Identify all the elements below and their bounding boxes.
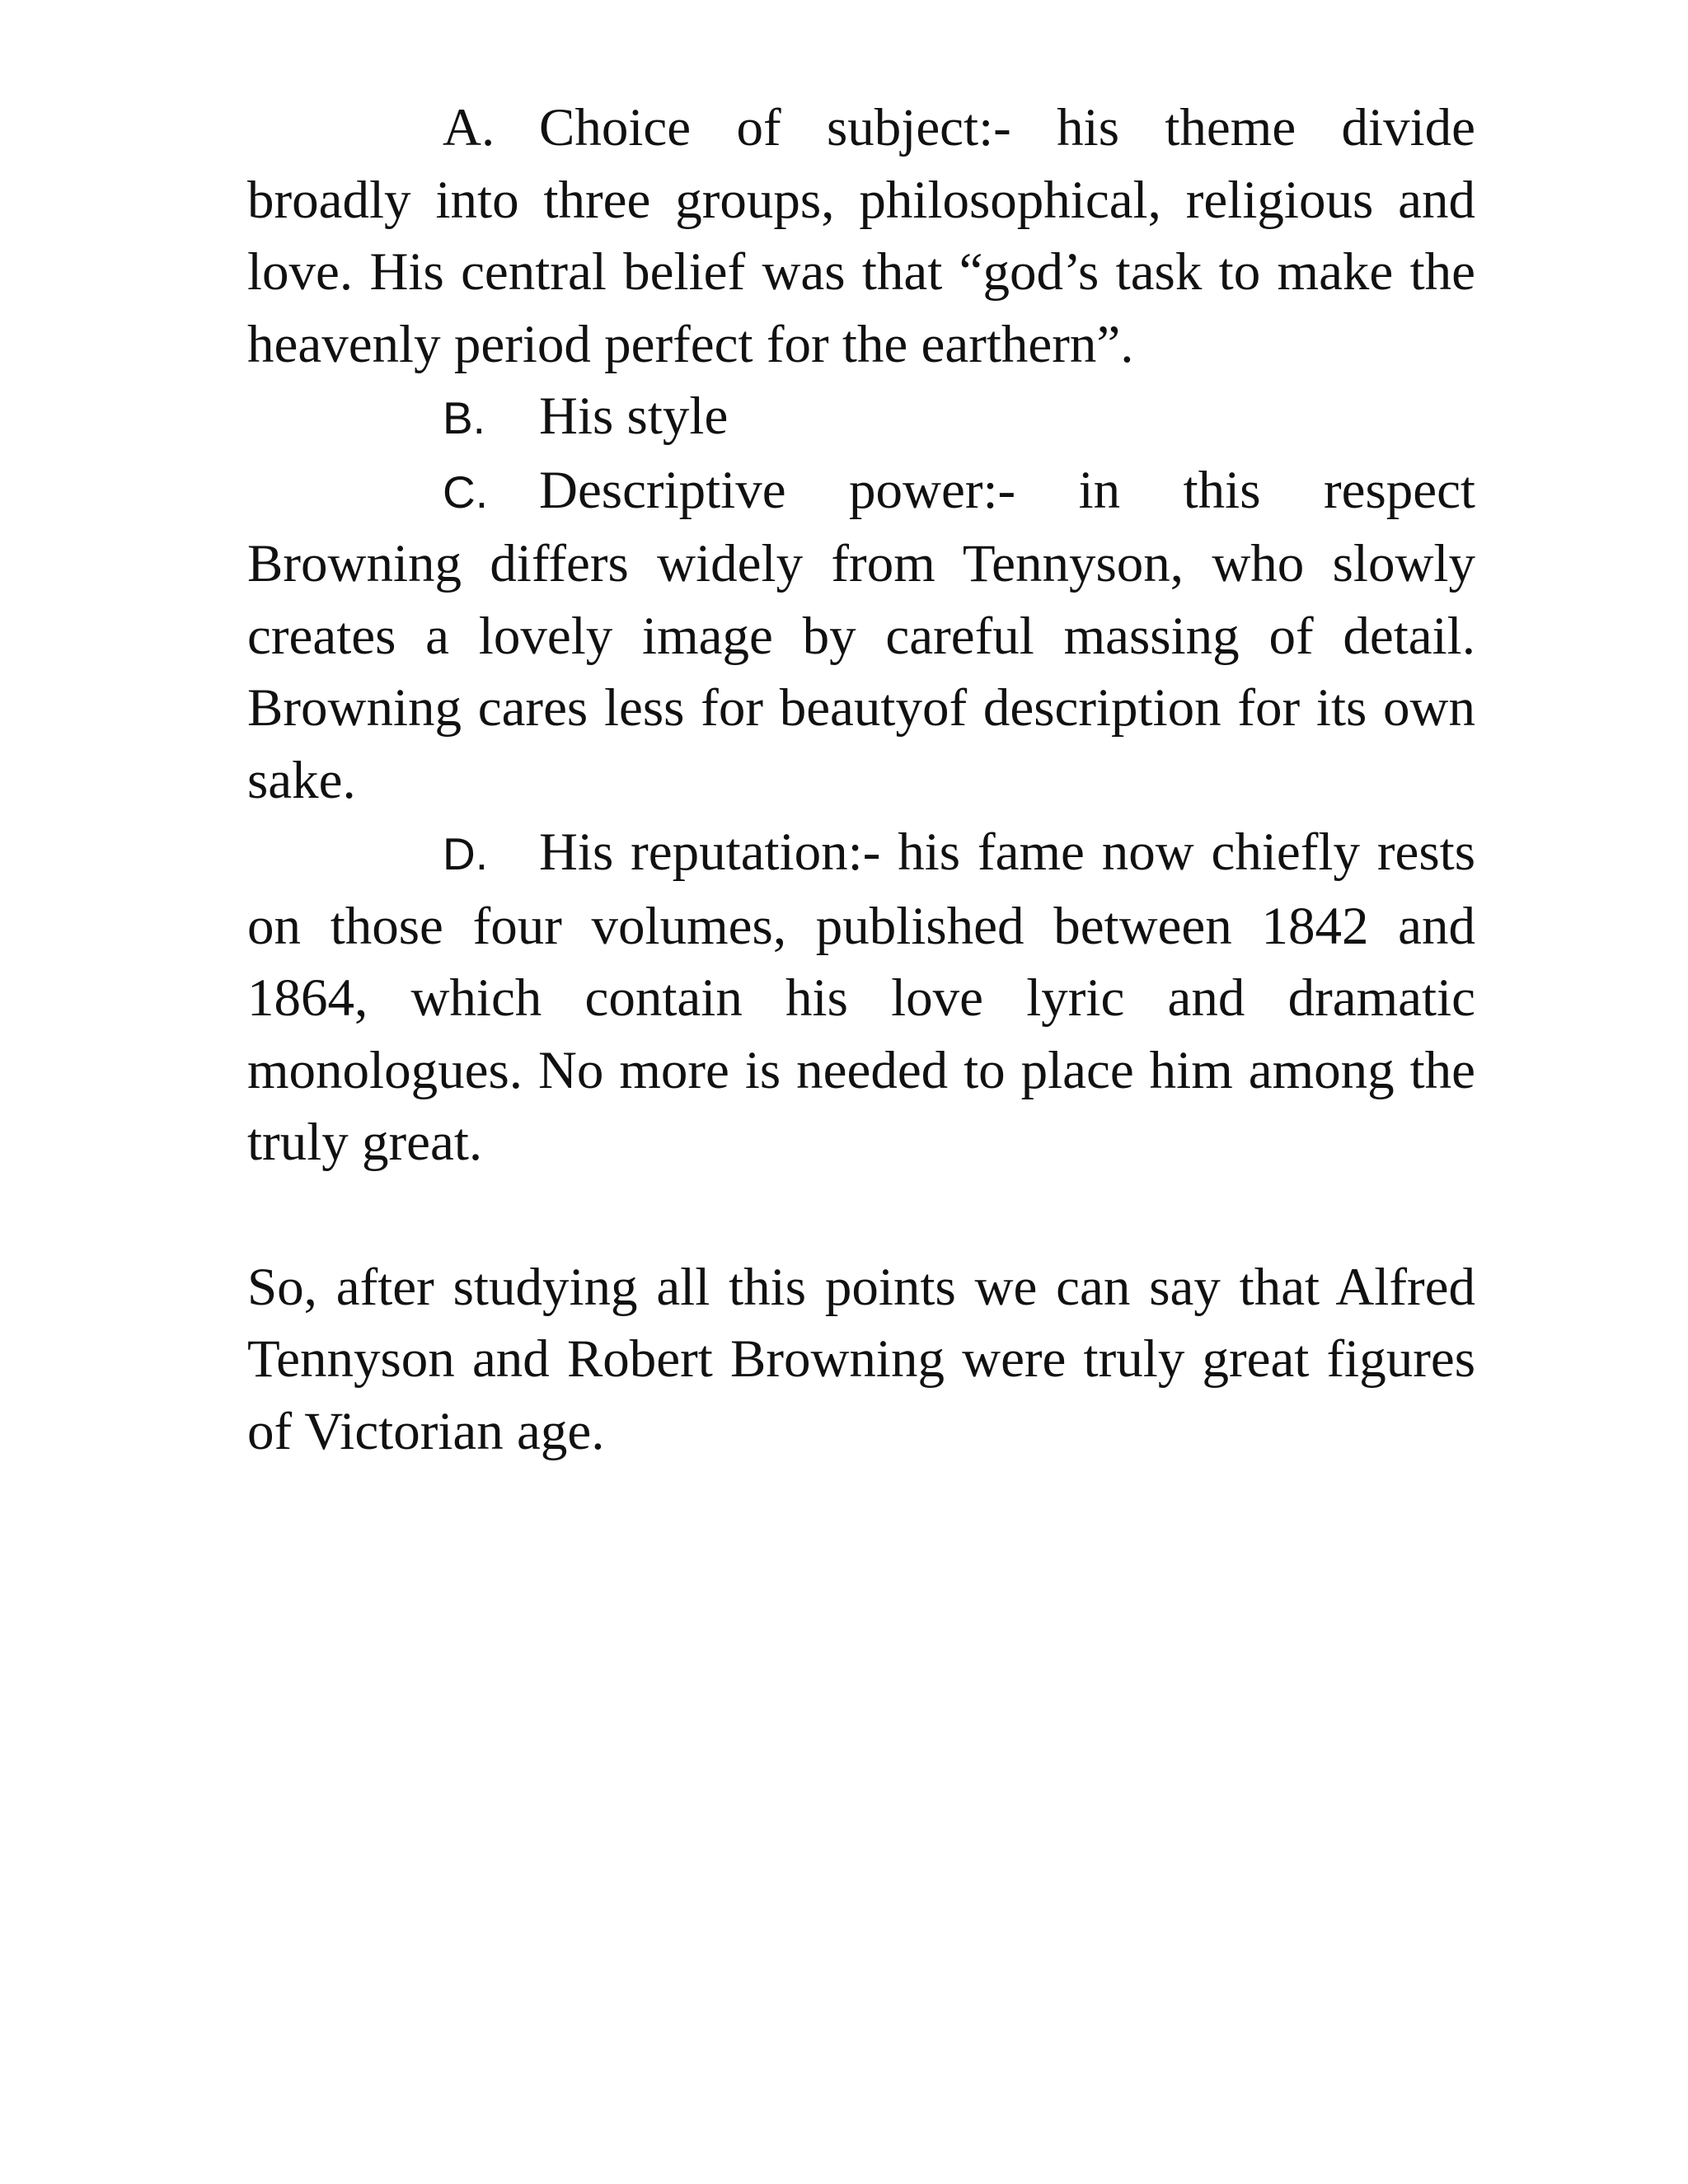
- list-marker-b: B.: [443, 392, 485, 443]
- list-item-d-text: His reputation:- his fame now chiefly rests on those four volumes, published between 1842 and 1864, which contain his love lyric and dramatic monologues. No more is needed to place him among the truly great.: [247, 823, 1475, 1172]
- list-item-c-text: Descriptive power:- in this respect Browning differs widely from Tennyson, who slowly creates a lovely image by careful massing of detail. Browning cares less for beautyof description for its own sake.: [247, 460, 1475, 810]
- list-item-a-text: Choice of subject:- his theme divide broadly into three groups, philosophical, religious and love. His central belief was that “god’s task to make the heavenly period perfect for the earthern”.: [247, 98, 1475, 374]
- list-marker-c: C.: [443, 466, 488, 518]
- list-item-b: [247, 381, 1475, 455]
- list-marker-d: D.: [443, 828, 488, 879]
- list-marker-a: A.: [443, 98, 495, 157]
- list-item-c: [247, 455, 1475, 818]
- closing-paragraph: So, after studying all this points we can say that Alfred Tennyson and Robert Browning were truly great figures of Victorian age.: [247, 1257, 1475, 1461]
- list-item-b-text: His style: [539, 387, 729, 446]
- list-item-a: [247, 92, 1475, 381]
- document-body: [247, 92, 1475, 1468]
- list-item-d: [247, 817, 1475, 1179]
